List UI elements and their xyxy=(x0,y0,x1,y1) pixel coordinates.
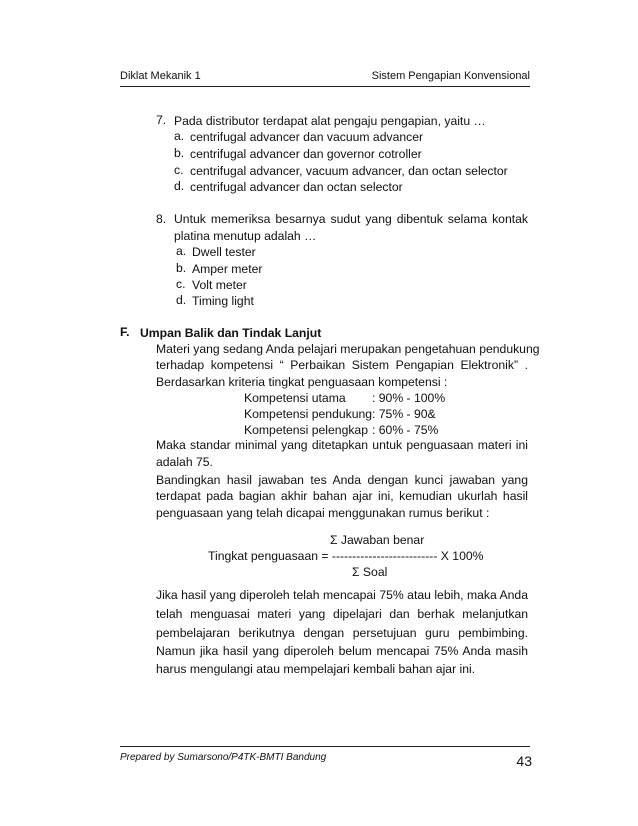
q8-number: 8. xyxy=(156,212,167,226)
q8-option-text: Volt meter xyxy=(192,278,247,292)
paragraph-line: telah menguasai materi yang dipelajari dan berhak melanjutkan xyxy=(156,607,528,621)
paragraph-line: Materi yang sedang Anda pelajari merupakan pengetahuan pendukung xyxy=(156,342,540,356)
paragraph-line: Namun jika hasil yang diperoleh belum mencapai 75% Anda masih xyxy=(156,644,528,658)
q8-option-text: Timing light xyxy=(192,294,254,308)
q7-option-text: centrifugal advancer, vacuum advancer, dan octan selector xyxy=(190,164,508,178)
footer-rule xyxy=(120,746,530,747)
q7-option-letter: b. xyxy=(174,146,185,160)
q7-option-text: centrifugal advancer dan governor cotroller xyxy=(190,147,422,161)
criteria-value: : 90% - 100% xyxy=(372,391,446,405)
q7-number: 7. xyxy=(156,113,167,127)
q7-option-text: centrifugal advancer dan octan selector xyxy=(190,180,403,194)
header-rule xyxy=(120,86,530,87)
formula-denominator: Σ Soal xyxy=(352,565,388,579)
q7-question: Pada distributor terdapat alat pengaju pengapian, yaitu … xyxy=(174,114,486,128)
q8-option-letter: a. xyxy=(176,244,187,258)
q8-question-line2: platina menutup adalah … xyxy=(174,229,317,243)
q8-option-letter: c. xyxy=(176,277,186,291)
criteria-value: : 75% - 90& xyxy=(372,407,436,421)
formula-main: Tingkat penguasaan = -------------------------- X 100% xyxy=(208,549,484,563)
criteria-label: Kompetensi utama xyxy=(244,391,346,405)
paragraph-line: pembelajaran berikutnya dengan persetujuan guru pembimbing. xyxy=(156,626,528,640)
paragraph-line: penguasaan yang telah dicapai menggunakan rumus berikut : xyxy=(156,506,490,520)
header-left: Diklat Mekanik 1 xyxy=(120,70,201,82)
paragraph-line: Berdasarkan kriteria tingkat penguasaan kompetensi : xyxy=(156,375,448,389)
paragraph-line: terhadap kompetensi “ Perbaikan Sistem Pengapian Elektronik” . xyxy=(156,358,528,372)
paragraph-line: Jika hasil yang diperoleh telah mencapai 75% atau lebih, maka Anda xyxy=(156,588,528,602)
section-letter: F. xyxy=(120,325,130,339)
paragraph-line: adalah 75. xyxy=(156,455,213,469)
footer-credit: Prepared by Sumarsono/P4TK-BMTI Bandung xyxy=(120,752,327,763)
formula-numerator: Σ Jawaban benar xyxy=(330,533,425,547)
criteria-label: Kompetensi pelengkap xyxy=(244,423,368,437)
q7-option-letter: c. xyxy=(174,163,184,177)
q7-option-letter: a. xyxy=(174,129,185,143)
q8-option-letter: b. xyxy=(176,261,187,275)
q8-option-text: Dwell tester xyxy=(192,245,256,259)
q7-option-text: centrifugal advancer dan vacuum advancer xyxy=(190,130,424,144)
page-number: 43 xyxy=(516,753,532,769)
q8-question-line1: Untuk memeriksa besarnya sudut yang dibentuk selama kontak xyxy=(174,212,528,226)
paragraph-line: Maka standar minimal yang ditetapkan untuk penguasaan materi ini xyxy=(156,438,528,452)
paragraph-line: Bandingkan hasil jawaban tes Anda dengan kunci jawaban yang xyxy=(156,473,528,487)
header-right: Sistem Pengapian Konvensional xyxy=(371,70,530,82)
q8-option-letter: d. xyxy=(176,293,187,307)
section-title: Umpan Balik dan Tindak Lanjut xyxy=(140,326,322,340)
criteria-label: Kompetensi pendukung xyxy=(244,407,373,421)
criteria-value: : 60% - 75% xyxy=(372,423,439,437)
q7-option-letter: d. xyxy=(174,179,185,193)
q8-option-text: Amper meter xyxy=(192,262,263,276)
paragraph-line: harus mengulangi atau mempelajari kembali bahan ajar ini. xyxy=(156,662,476,676)
paragraph-line: terdapat pada bagian akhir bahan ajar ini, kemudian ukurlah hasil xyxy=(156,489,528,503)
